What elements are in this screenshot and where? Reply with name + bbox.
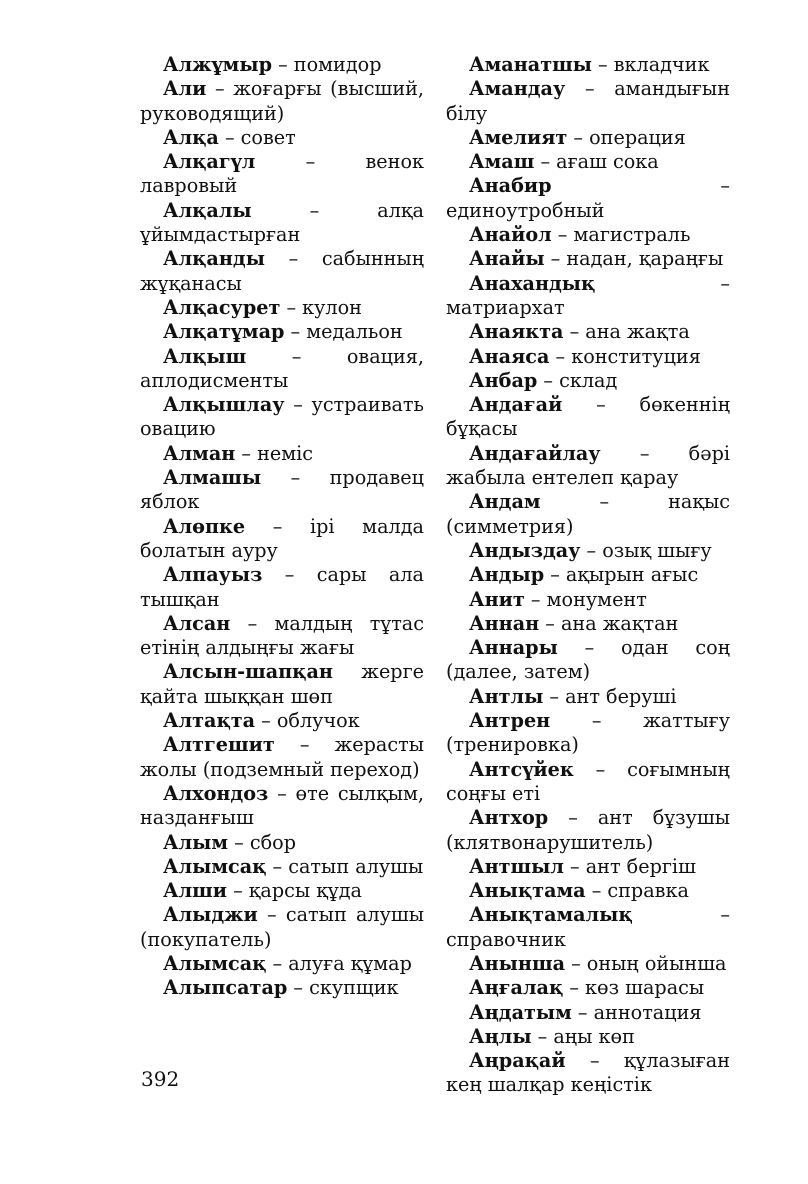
dictionary-entry [446,393,730,442]
dictionary-entry [446,709,730,758]
entry-headword: Алымсақ [163,854,267,878]
dictionary-entry [446,903,730,952]
entry-definition: – озық шығу [580,538,712,562]
dictionary-entry [446,223,730,247]
entry-headword: Алжұмыр [163,53,272,76]
dictionary-entry [446,126,730,150]
entry-definition: – кулон [280,295,362,319]
dictionary-entry [140,320,424,344]
entry-definition: – алқа ұйымдастырған [140,198,424,247]
dictionary-entry [446,976,730,1000]
entry-headword: Алқагүл [163,150,256,174]
dictionary-entry [446,539,730,563]
left-column [140,53,424,1001]
entry-headword: Анайол [469,223,552,247]
entry-headword: Анайы [469,247,545,271]
dictionary-entry [140,466,424,515]
entry-definition: – магистраль [551,223,691,247]
dictionary-entry [446,612,730,636]
entry-headword: Аңлы [469,1024,532,1048]
entry-definition: – жерасты жолы (подземный переход) [140,733,424,781]
entry-headword: Андыздау [469,538,581,562]
entry-headword: Алпауыз [163,563,263,587]
entry-headword: Аңғалақ [469,976,564,1000]
dictionary-entry [446,588,730,612]
dictionary-entry [446,369,730,393]
entry-headword: Аманатшы [469,53,592,76]
entry-headword: Алқанды [163,247,265,271]
entry-definition: – құлазыған кең шалқар кеңістік [446,1049,730,1097]
dictionary-entry [446,345,730,369]
entry-definition: – ағаш сока [534,150,659,174]
entry-headword: Амандау [469,77,566,101]
dictionary-entry [140,782,424,831]
entry-headword: Аннан [469,611,540,635]
entry-headword: Анаяса [469,344,550,368]
entry-definition: – ант бұзушы (клятвонарушитель) [446,806,730,854]
dictionary-entry [140,976,424,1000]
dictionary-entry [140,442,424,466]
entry-headword: Анықтамалық [469,903,633,927]
entry-headword: Алтақта [163,709,256,733]
entry-headword: Анаякта [469,320,564,344]
entry-headword: Алқалы [163,198,252,222]
entry-headword: Алым [163,830,229,854]
dictionary-entry [446,806,730,855]
dictionary-entry [446,77,730,126]
entry-definition: – аннотация [571,1000,702,1024]
right-column [446,53,730,1098]
dictionary-entry [140,563,424,612]
dictionary-entry [446,490,730,539]
entry-headword: Андағайлау [469,441,601,465]
entry-definition: – скупщик [287,976,399,1000]
entry-definition: – справочник [446,903,730,951]
entry-headword: Алқа [163,125,219,149]
entry-headword: Анабир [469,174,552,198]
dictionary-entry [446,442,730,491]
dictionary-entry [140,345,424,394]
entry-definition: – сабынның жұқанасы [140,247,424,295]
entry-headword: Амаш [469,150,535,174]
entry-definition: – оның ойынша [565,951,727,975]
entry-definition: – жоғарғы (высший, руководящий) [140,77,424,125]
entry-definition: – единоутробный [446,174,730,222]
dictionary-entry [446,272,730,321]
dictionary-entry [140,903,424,952]
entry-headword: Алши [163,879,228,903]
entry-definition: – сатып алушы (покупатель) [140,903,424,951]
entry-definition: – неміс [235,441,314,465]
dictionary-entry [140,126,424,150]
page-number: 392 [141,1067,180,1091]
entry-headword: Алман [163,441,236,465]
dictionary-entry [140,247,424,296]
entry-headword: Антсүйек [469,757,574,781]
dictionary-entry [446,1001,730,1025]
entry-definition: – монумент [524,587,647,611]
entry-definition: – алуға құмар [266,951,412,975]
entry-headword: Амелият [469,125,568,149]
entry-headword: Антшыл [469,854,564,878]
entry-headword: Алқатұмар [163,320,285,344]
entry-definition: – ант беруші [543,684,677,708]
entry-definition: – продавец яблок [140,466,424,514]
entry-headword: Алымсақ [163,951,267,975]
entry-headword: Алмашы [163,466,262,490]
entry-headword: Антрен [469,709,551,733]
entry-headword: Анахандық [469,271,596,295]
entry-definition: – медальон [284,320,403,344]
entry-definition: – ант бергіш [563,854,696,878]
dictionary-entry [140,879,424,903]
dictionary-entry [446,952,730,976]
entry-headword: Алқышлау [163,393,285,417]
entry-definition: – өте сылқым, назданғыш [140,781,424,830]
dictionary-entry [140,77,424,126]
dictionary-entry [140,150,424,199]
entry-definition: – устраивать овацию [140,393,424,441]
entry-headword: Алыджи [163,903,258,927]
entry-definition: – бөкеннің бұқасы [446,393,730,441]
dictionary-entry [140,199,424,248]
entry-headword: Алыпсатар [163,976,288,1000]
dictionary-entry [446,563,730,587]
entry-definition: – помидор [272,53,382,76]
dictionary-entry [446,636,730,685]
entry-headword: Алтгешит [163,733,275,757]
dictionary-entry [140,660,424,709]
entry-definition: – амандығын білу [446,77,730,125]
entry-definition: – венок лавровый [140,150,424,198]
entry-definition: – соғымның соңғы еті [446,757,730,805]
dictionary-entry [140,855,424,879]
dictionary-entry [140,515,424,564]
dictionary-entry [446,53,730,77]
dictionary-entry [140,952,424,976]
entry-headword: Алсын-шапқан [163,660,333,684]
entry-definition: – вкладчик [591,53,710,76]
dictionary-entry [446,685,730,709]
dictionary-entry [140,393,424,442]
entry-definition: – справка [585,879,689,903]
entry-headword: Алсан [163,611,231,635]
dictionary-entry [446,1049,730,1098]
dictionary-entry [446,320,730,344]
entry-definition: – қарсы құда [227,879,362,903]
entry-headword: Алқыш [163,344,247,368]
dictionary-entry [140,709,424,733]
entry-headword: Аңрақай [469,1049,566,1073]
entry-headword: Антхор [469,806,549,830]
dictionary-entry [446,879,730,903]
entry-definition: – матриархат [446,271,730,319]
dictionary-entry [446,758,730,807]
entry-headword: Анықтама [469,879,586,903]
entry-definition: – ірі малда болатын ауру [140,514,424,562]
entry-headword: Анынша [469,951,566,975]
entry-definition: – сары ала тышқан [140,563,424,611]
entry-definition: – одан соң (далее, затем) [446,636,730,684]
entry-definition: – нақыс (симметрия) [446,490,730,538]
dictionary-entry [446,1025,730,1049]
dictionary-entry [446,150,730,174]
entry-definition: – совет [218,125,296,149]
dictionary-entry [446,174,730,223]
dictionary-entry [446,855,730,879]
entry-definition: – бәрі жабыла ентелеп қарау [446,441,730,490]
entry-headword: Андыр [469,563,545,587]
entry-headword: Анбар [469,368,538,392]
entry-headword: Алқасурет [163,295,281,319]
entry-headword: Аннары [469,636,558,660]
entry-definition: – ана жақта [563,320,690,344]
entry-definition: жерге қайта шыққан шөп [140,660,424,708]
entry-headword: Али [163,77,207,101]
entry-definition: – көз шарасы [563,976,705,1000]
entry-definition: – сбор [228,830,296,854]
entry-headword: Антлы [469,684,544,708]
entry-headword: Андам [469,490,541,514]
dictionary-entry [446,247,730,271]
entry-definition: – ана жақтан [539,611,679,635]
entry-definition: – жаттығу (тренировка) [446,709,730,757]
entry-headword: Аңдатым [469,1000,572,1024]
entry-definition: – склад [537,368,618,392]
entry-definition: – надан, қараңғы [544,247,724,271]
entry-headword: Алөпке [163,514,246,538]
dictionary-entry [140,296,424,320]
entry-definition: – малдың тұтас етінің алдыңғы жағы [140,611,424,660]
entry-definition: – овация, аплодисменты [140,344,424,392]
entry-definition: – операция [567,125,686,149]
entry-definition: – аңы көп [531,1024,635,1048]
dictionary-entry [140,831,424,855]
entry-definition: – ақырын ағыс [544,563,699,587]
entry-definition: – сатып алушы [266,854,424,878]
entry-definition: – конституция [549,344,701,368]
entry-headword: Анит [469,587,525,611]
dictionary-entry [140,733,424,782]
dictionary-entry [140,612,424,661]
dictionary-entry [140,53,424,77]
entry-headword: Алхондоз [163,781,269,805]
entry-definition: – облучок [255,709,360,733]
entry-headword: Андағай [469,393,563,417]
